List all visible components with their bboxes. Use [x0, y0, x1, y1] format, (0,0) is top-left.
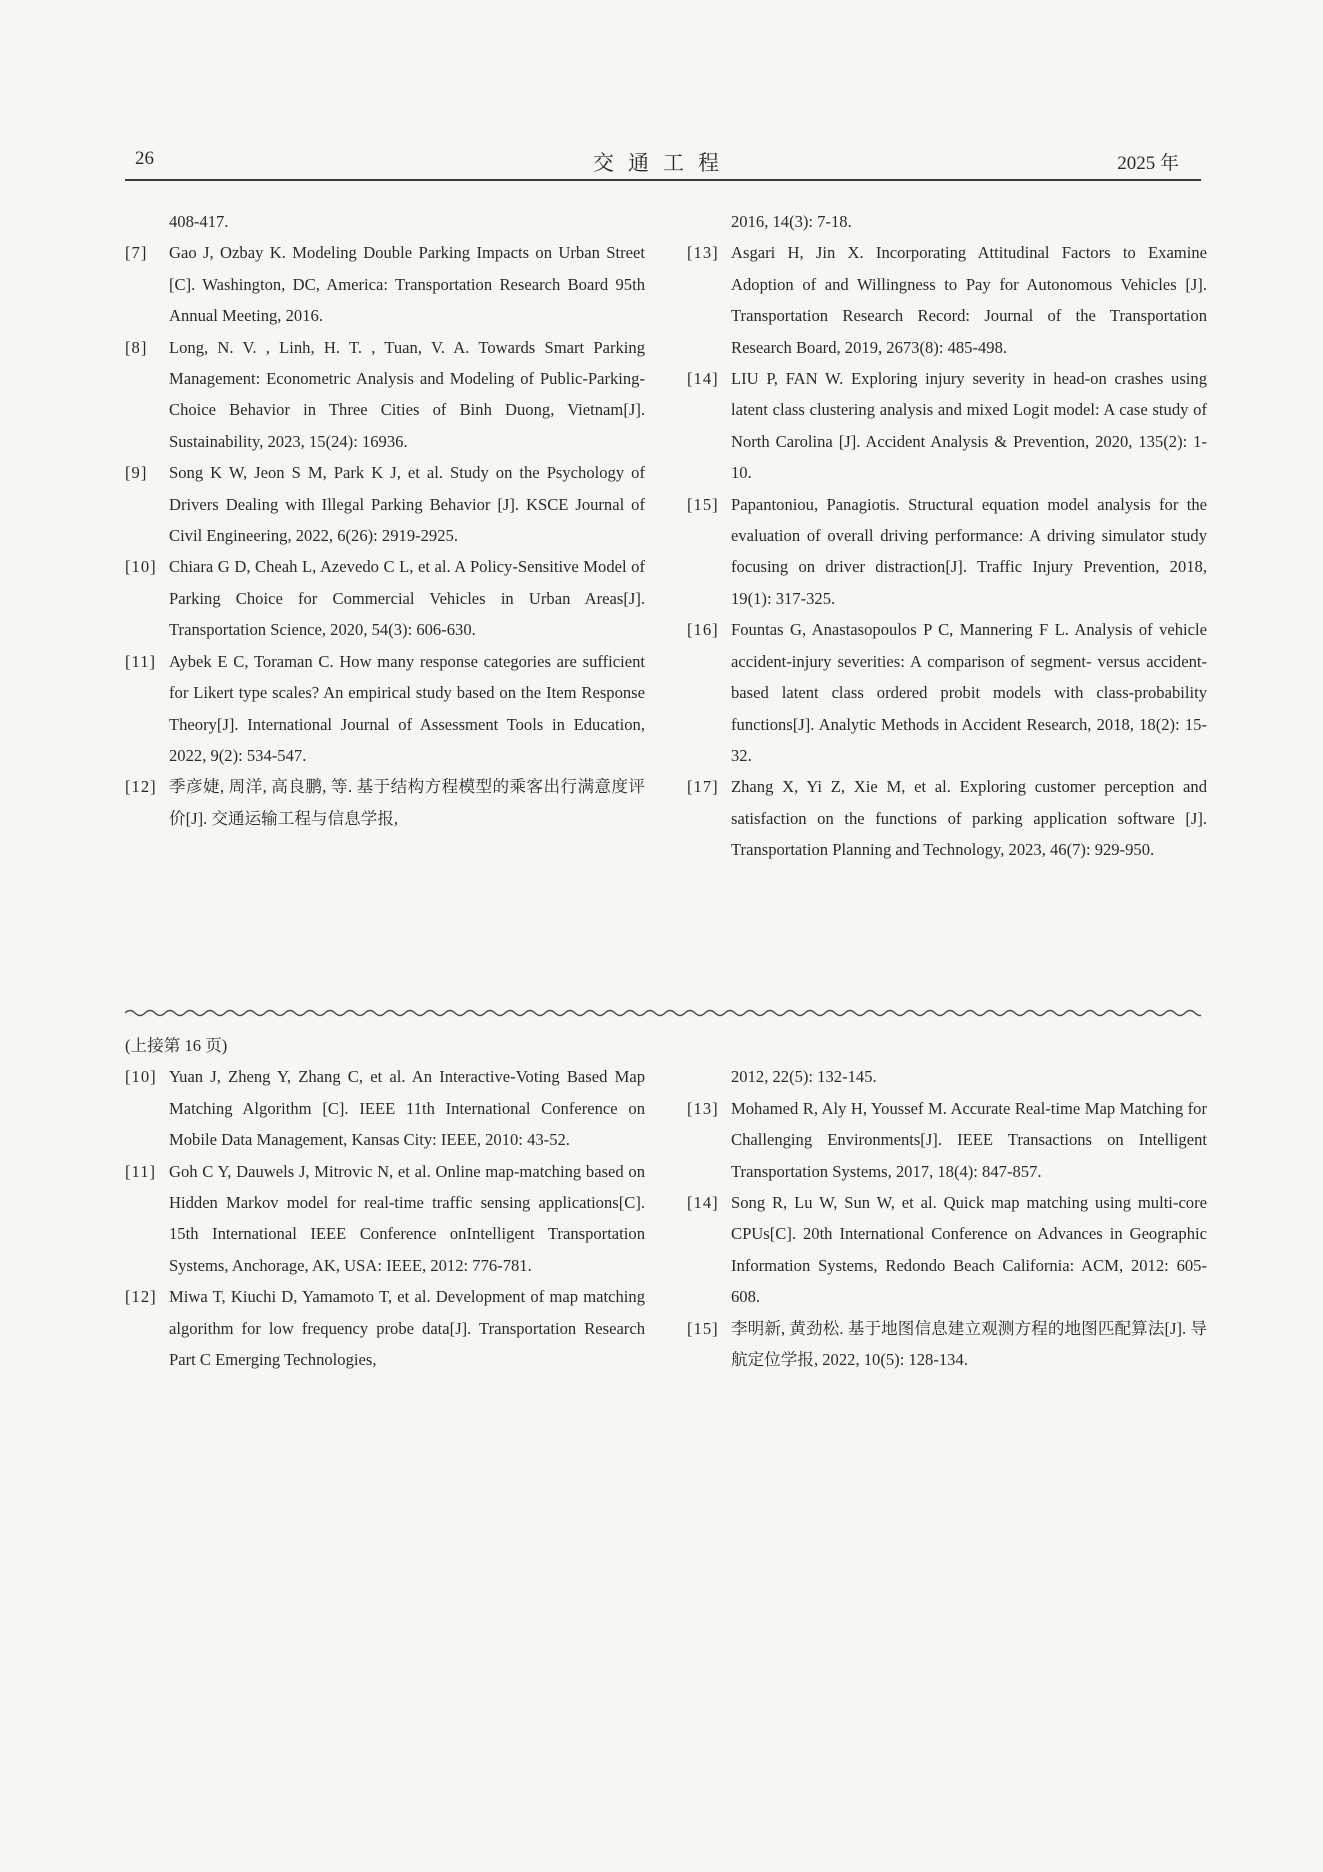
reference-text: Gao J, Ozbay K. Modeling Double Parking Impacts on Urban Street [C]. Washington, DC, America: Transportation Research Board 95th Annual Meeting, 2016.	[169, 243, 645, 326]
reference-text: Zhang X, Yi Z, Xie M, et al. Exploring customer perception and satisfaction on the functions of parking application software [J]. Transportation Planning and Technology, 2023, 46(7): 929-950.	[731, 777, 1207, 860]
reference-text: Song R, Lu W, Sun W, et al. Quick map matching using multi-core CPUs[C]. 20th International Conference on Advances in Geographic Information Systems, Redondo Beach California: ACM, 2012: 605-608.	[731, 1193, 1207, 1307]
journal-title: 交通工程	[593, 151, 733, 175]
reference-text: 李明新, 黄劲松. 基于地图信息建立观测方程的地图匹配算法[J]. 导航定位学报, 2022, 10(5): 128-134.	[731, 1318, 1207, 1370]
reference-entry	[687, 237, 1207, 363]
reference-text: Papantoniou, Panagiotis. Structural equation model analysis for the evaluation of overall driving performance: A driving simulator study focusing on driver distraction[J]. Traffic Injury Prevention, 2018, 19(1): 317-325.	[731, 494, 1207, 608]
wavy-separator	[125, 1006, 1201, 1020]
reference-number: [12]	[125, 1287, 157, 1307]
reference-text: Miwa T, Kiuchi D, Yamamoto T, et al. Development of map matching algorithm for low frequency probe data[J]. Transportation Research Part C Emerging Technologies,	[169, 1287, 645, 1370]
reference-number: [14]	[687, 1193, 719, 1213]
reference-entry	[687, 363, 1207, 489]
reference-entry	[687, 1093, 1207, 1187]
reference-text: Yuan J, Zheng Y, Zhang C, et al. An Interactive-Voting Based Map Matching Algorithm [C]. IEEE 11th International Conference on Mobile Data Management, Kansas City: IEEE, 2010: 43-52.	[169, 1067, 645, 1150]
reference-number: [15]	[687, 1318, 719, 1338]
reference-text: Goh C Y, Dauwels J, Mitrovic N, et al. Online map-matching based on Hidden Markov model for real-time traffic sensing applications[C]. 15th International IEEE Conference onIntelligent Transportation Systems, Anchorage, AK, USA: IEEE, 2012: 776-781.	[169, 1161, 645, 1275]
reference-entry	[125, 457, 645, 551]
reference-entry	[125, 1061, 645, 1155]
reference-text: Chiara G D, Cheah L, Azevedo C L, et al. A Policy-Sensitive Model of Parking Choice for Commercial Vehicles in Urban Areas[J]. Transportation Science, 2020, 54(3): 606-630.	[169, 557, 645, 640]
issue-year: 2025 年	[1117, 153, 1179, 174]
reference-entry	[125, 771, 645, 834]
reference-number: [7]	[125, 243, 148, 263]
references-top-right	[687, 206, 1207, 866]
reference-entry	[687, 771, 1207, 865]
reference-entry	[687, 1187, 1207, 1313]
reference-text: Aybek E C, Toraman C. How many response categories are sufficient for Likert type scales? An empirical study based on the Item Response Theory[J]. International Journal of Assessment Tools in Education, 2022, 9(2): 534-547.	[169, 651, 645, 765]
reference-entry	[687, 1313, 1207, 1376]
references-bottom-right	[687, 1030, 1207, 1375]
reference-entry	[687, 614, 1207, 771]
reference-number: [10]	[125, 557, 157, 577]
reference-number: [8]	[125, 337, 148, 357]
reference-number: [13]	[687, 1098, 719, 1118]
reference-text: Long, N. V. , Linh, H. T. , Tuan, V. A. Towards Smart Parking Management: Econometric Analysis and Modeling of Public-Parking-Choice Behavior in Three Cities of Binh Duong, Vietnam[J]. Sustainability, 2023, 15(24): 16936.	[169, 337, 645, 451]
reference-number: [12]	[125, 777, 157, 797]
reference-entry	[125, 332, 645, 458]
reference-number: [16]	[687, 620, 719, 640]
reference-number: [15]	[687, 494, 719, 514]
reference-continuation: 2012, 22(5): 132-145.	[731, 1067, 877, 1087]
references-bottom-left	[125, 1030, 645, 1375]
reference-text: Asgari H, Jin X. Incorporating Attitudinal Factors to Examine Adoption of and Willingness to Pay for Autonomous Vehicles [J]. Transportation Research Record: Journal of the Transportation Research Board, 2019, 2673(8): 485-498.	[731, 243, 1207, 357]
reference-number: [11]	[125, 651, 157, 671]
reference-number: [9]	[125, 463, 148, 483]
reference-number: [10]	[125, 1067, 157, 1087]
reference-continuation: 2016, 14(3): 7-18.	[731, 212, 852, 231]
reference-continuation: 408-417.	[169, 212, 229, 231]
reference-text: LIU P, FAN W. Exploring injury severity in head-on crashes using latent class clustering analysis and mixed Logit model: A case study of North Carolina [J]. Accident Analysis & Prevention, 2020, 135(2): 1-10.	[731, 369, 1207, 483]
reference-number: [14]	[687, 369, 719, 389]
page-number: 26	[135, 148, 154, 169]
reference-entry	[125, 1156, 645, 1282]
reference-text: 季彦婕, 周洋, 高良鹏, 等. 基于结构方程模型的乘客出行满意度评价[J]. 交通运输工程与信息学报,	[169, 777, 645, 828]
reference-number: [11]	[125, 1161, 157, 1181]
continued-from-note: (上接第 16 页)	[125, 1036, 228, 1055]
reference-entry	[125, 1281, 645, 1375]
running-header	[125, 148, 1201, 180]
header-rule	[125, 179, 1201, 181]
reference-text: Song K W, Jeon S M, Park K J, et al. Study on the Psychology of Drivers Dealing with Illegal Parking Behavior [J]. KSCE Journal of Civil Engineering, 2022, 6(26): 2919-2925.	[169, 463, 645, 546]
reference-number: [17]	[687, 777, 719, 797]
reference-text: Fountas G, Anastasopoulos P C, Mannering F L. Analysis of vehicle accident-injury severities: A comparison of segment- versus accident-based latent class ordered probit models with class-probability functions[J]. Analytic Methods in Accident Research, 2018, 18(2): 15-32.	[731, 620, 1207, 765]
reference-entry	[125, 237, 645, 331]
reference-entry	[687, 489, 1207, 615]
reference-number: [13]	[687, 243, 719, 263]
references-top-left	[125, 206, 645, 834]
reference-entry	[125, 551, 645, 645]
reference-entry	[125, 646, 645, 772]
reference-text: Mohamed R, Aly H, Youssef M. Accurate Real-time Map Matching for Challenging Environments[J]. IEEE Transactions on Intelligent Transportation Systems, 2017, 18(4): 847-857.	[731, 1098, 1207, 1181]
